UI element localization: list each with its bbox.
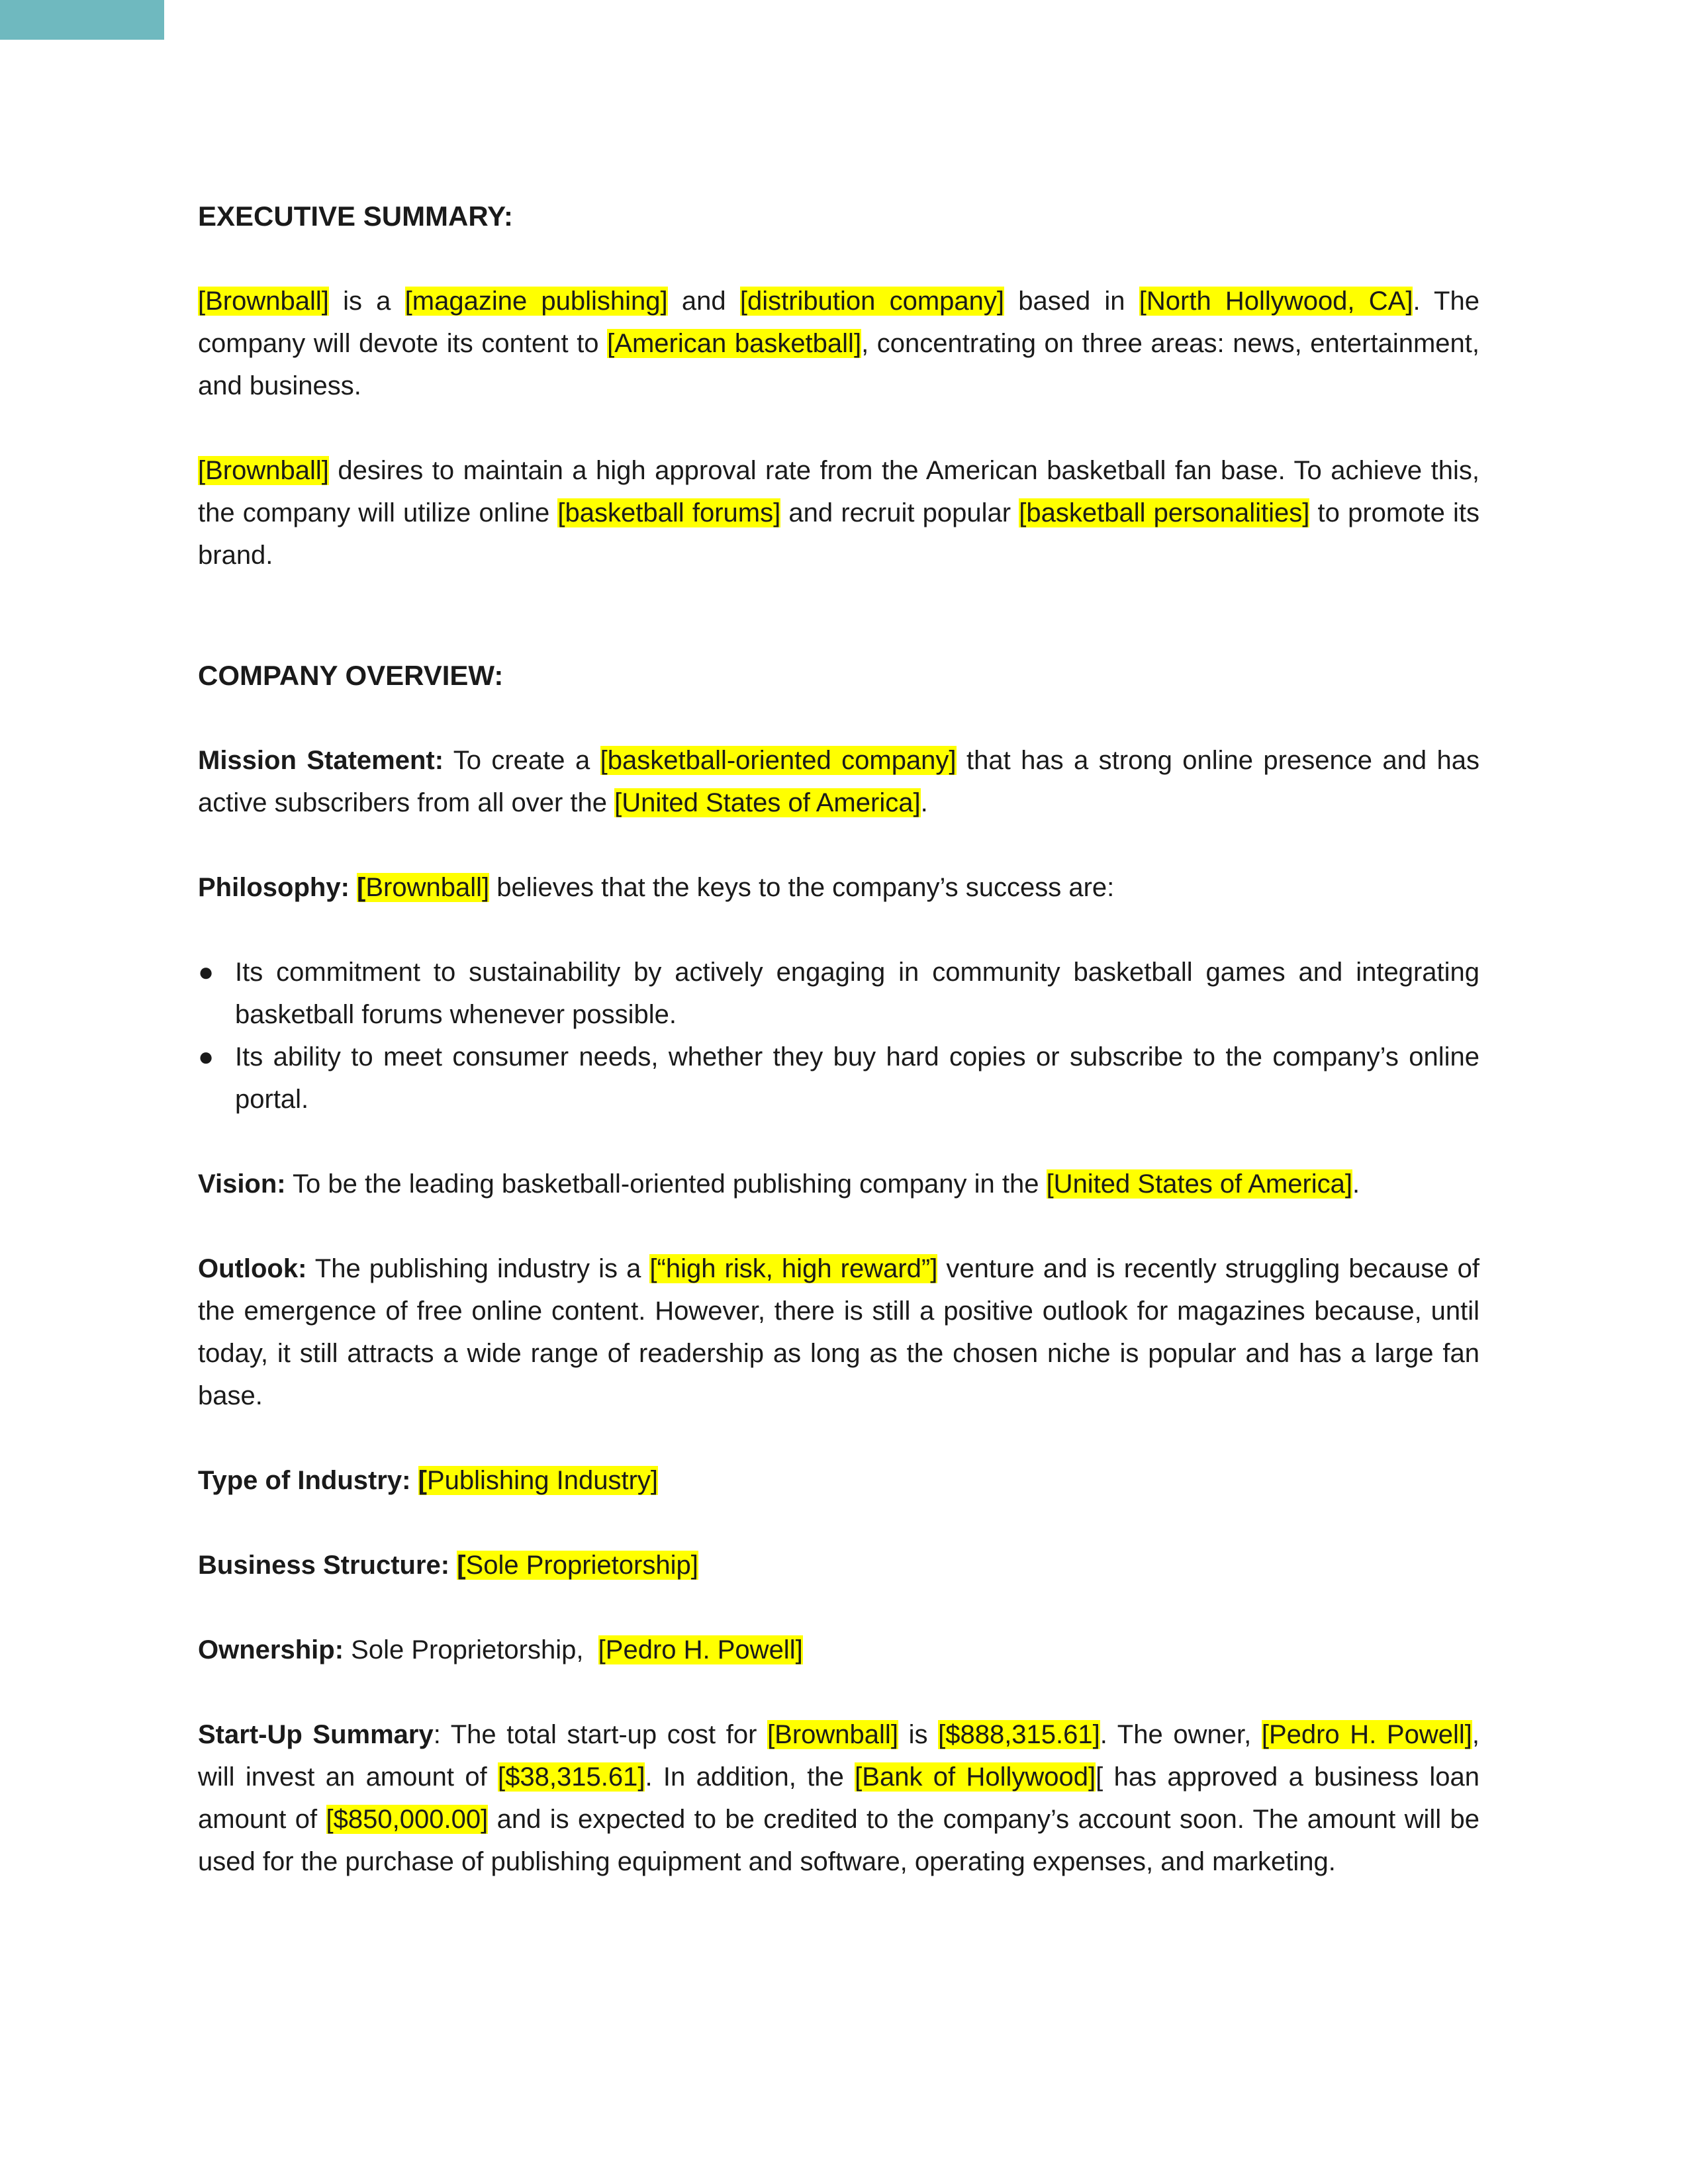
highlight-location: [North Hollywood, CA] — [1139, 287, 1413, 316]
corner-accent-tab — [0, 0, 164, 40]
executive-summary-paragraph-2: [Brownball] desires to maintain a high approval rate from the American basketball fan base. To achieve this, the company will utilize online [basketball forums] and recruit popular [basketball personalities] to promote its brand. — [198, 456, 1480, 570]
highlight-company-name: [Brownball] — [198, 456, 329, 485]
ownership: Ownership: Sole Proprietorship, [Pedro H. Powell] — [198, 1635, 803, 1664]
bullet-icon: ● — [198, 958, 214, 987]
executive-summary-paragraph-1: [Brownball] is a [magazine publishing] and [distribution company] based in [North Hollywood, CA]. The company will devote its content to [American basketball], concentrating on three areas: news, entertainment, and business. — [198, 287, 1479, 400]
highlight-business-type: [magazine publishing] — [404, 287, 668, 316]
philosophy: Philosophy: [Brownball] believes that the keys to the company’s success are: — [198, 873, 1115, 902]
business-structure: Business Structure: [Sole Proprietorship] — [198, 1551, 698, 1580]
philosophy-label: Philosophy: — [198, 873, 357, 902]
industry-label: Type of Industry: — [198, 1466, 418, 1495]
highlight-company-name: [Brownball] — [198, 287, 329, 316]
startup-label: Start-Up Summary — [198, 1720, 434, 1749]
highlight-personalities: [basketball personalities] — [1019, 498, 1310, 527]
company-overview-heading: COMPANY OVERVIEW: — [198, 660, 504, 691]
start-up-summary: Start-Up Summary: The total start-up cost for [Brownball] is [$888,315.61]. The owner, [Pedro H. Powell], will invest an amount of [$38,315.61]. In addition, the [Bank of Hollywood][ has approved a business loan amount of [$850,000.00] and is expected to be credited to the company’s account soon. The amount will be used for the purchase of publishing equipment and software, operating expenses, and marketing. — [198, 1720, 1480, 1876]
philosophy-bullet-list — [198, 951, 1479, 1120]
vision-label: Vision: — [198, 1169, 286, 1199]
structure-label: Business Structure: — [198, 1551, 457, 1580]
bullet-icon: ● — [198, 1042, 214, 1071]
document-body — [198, 195, 1479, 1883]
highlight-distribution: [distribution company] — [739, 287, 1005, 316]
vision: Vision: To be the leading basketball-oriented publishing company in the [United States of America]. — [198, 1169, 1360, 1199]
mission-statement: Mission Statement: To create a [basketball-oriented company] that has a strong online presence and has active subscribers from all over the [United States of America]. — [198, 746, 1479, 817]
highlight-focus: [American basketball] — [607, 329, 862, 358]
type-of-industry: Type of Industry: [Publishing Industry] — [198, 1466, 659, 1495]
outlook-label: Outlook: — [198, 1254, 307, 1283]
executive-summary-heading: EXECUTIVE SUMMARY: — [198, 201, 514, 232]
ownership-label: Ownership: — [198, 1635, 344, 1664]
outlook: Outlook: The publishing industry is a [“high risk, high reward”] venture and is recently struggling because of the emergence of free online content. However, there is still a positive outlook for magazines because, until today, it still attracts a wide range of readership as long as the chosen niche is popular and has a large fan base. — [198, 1254, 1479, 1410]
list-item: ● Its commitment to sustainability by actively engaging in community basketball games and integrating basketball forums whenever possible. — [198, 951, 1479, 1036]
list-item: ● Its ability to meet consumer needs, whether they buy hard copies or subscribe to the company’s online portal. — [198, 1036, 1479, 1120]
highlight-forums: [basketball forums] — [557, 498, 781, 527]
mission-label: Mission Statement: — [198, 746, 444, 775]
